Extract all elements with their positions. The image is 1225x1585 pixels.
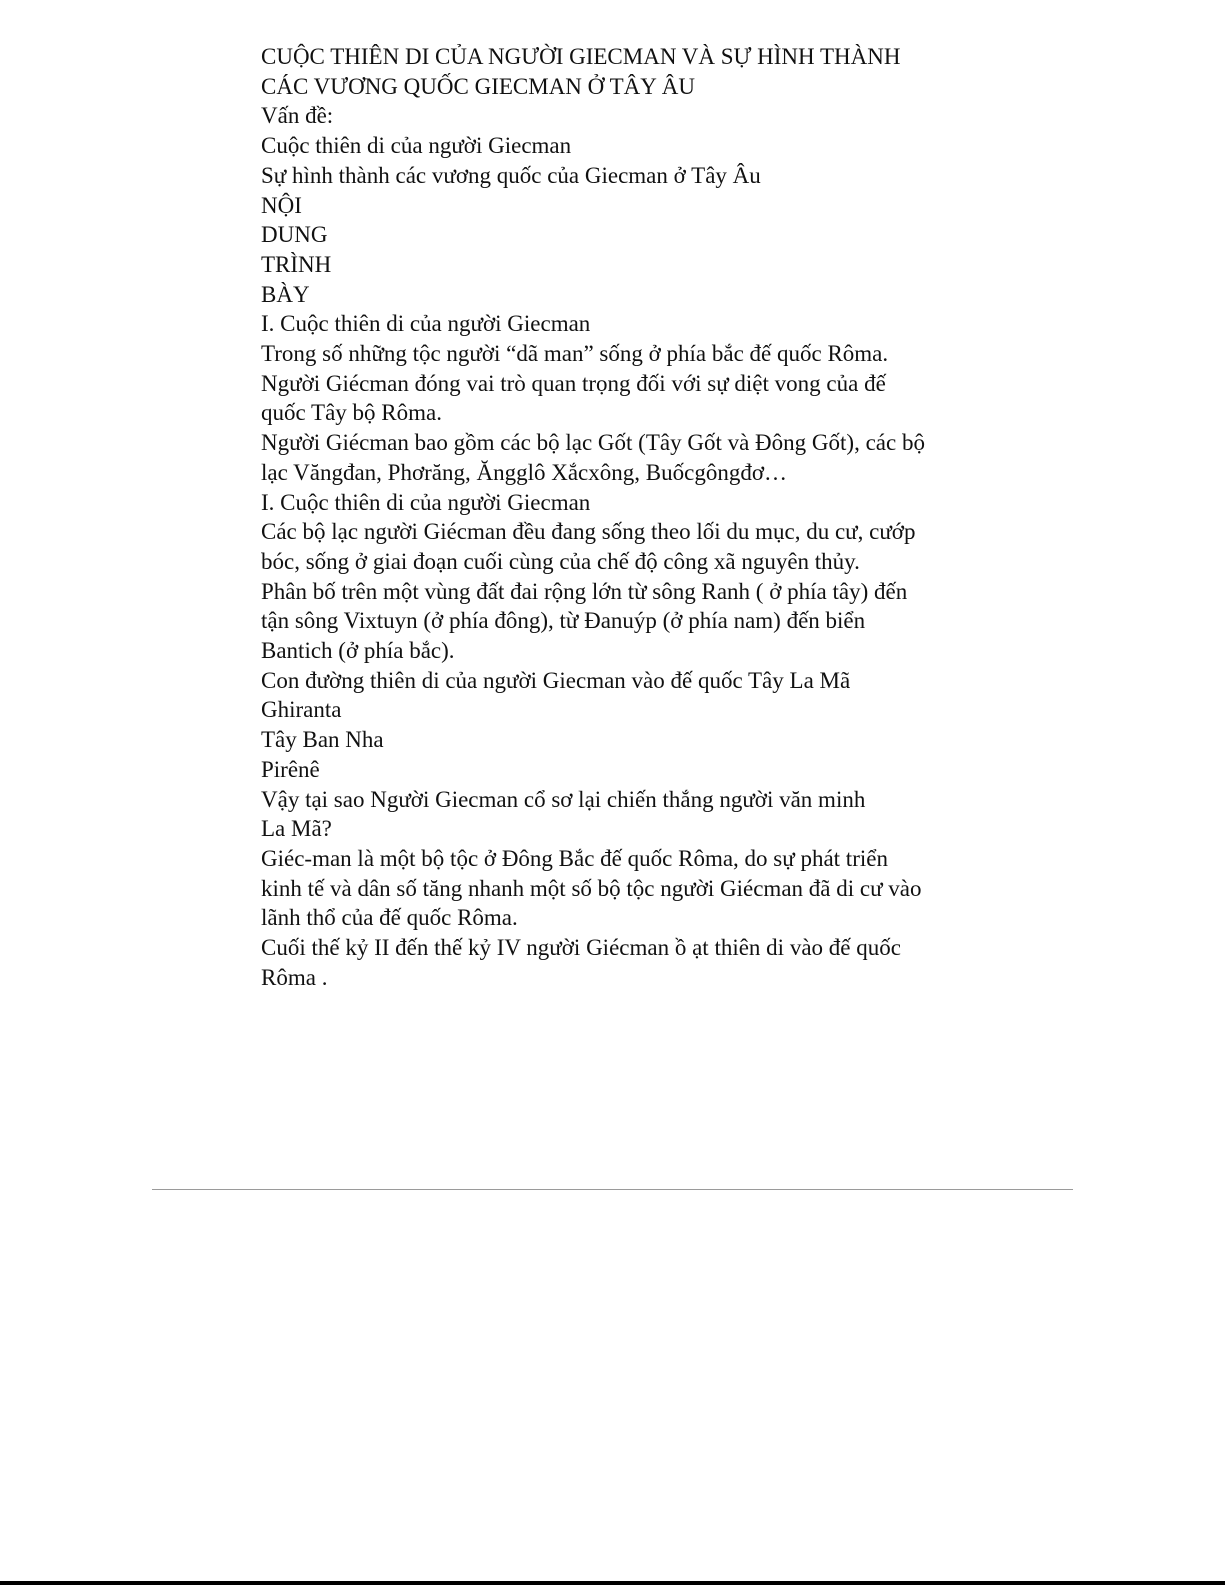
page-divider: [152, 1189, 1073, 1190]
paragraph-line: Rôma .: [261, 964, 328, 990]
place-label: Tây Ban Nha: [261, 727, 384, 753]
paragraph-line: tận sông Vixtuyn (ở phía đông), từ Đanuýp (ở phía nam) đến biển: [261, 608, 866, 634]
paragraph-line: lãnh thổ của đế quốc Rôma.: [261, 905, 518, 931]
content-label-2: DUNG: [261, 222, 328, 248]
title-line-2: CÁC VƯƠNG QUỐC GIECMAN Ở TÂY ÂU: [261, 73, 695, 99]
paragraph-line: Người Giécman bao gồm các bộ lạc Gốt (Tây Gốt và Đông Gốt), các bộ: [261, 430, 925, 456]
paragraph-line: Người Giécman đóng vai trò quan trọng đối với sự diệt vong của đế: [261, 370, 886, 396]
issue-heading: Vấn đề:: [261, 103, 334, 129]
content-label-3: TRÌNH: [261, 251, 332, 277]
paragraph-line: Giéc-man là một bộ tộc ở Đông Bắc đế quốc Rôma, do sự phát triển: [261, 845, 888, 871]
question-line: Vậy tại sao Người Giecman cổ sơ lại chiến thắng người văn minh: [261, 786, 866, 812]
document-text: [261, 42, 981, 993]
paragraph-line: kinh tế và dân số tăng nhanh một số bộ tộc người Giécman đã di cư vào: [261, 875, 922, 901]
content-label-4: BÀY: [261, 281, 310, 307]
paragraph-line: Trong số những tộc người “dã man” sống ở phía bắc đế quốc Rôma.: [261, 341, 889, 367]
title-line-1: CUỘC THIÊN DI CỦA NGƯỜI GIECMAN VÀ SỰ HÌNH THÀNH: [261, 44, 901, 69]
paragraph-line: Bantich (ở phía bắc).: [261, 638, 455, 664]
paragraph-line: bóc, sống ở giai đoạn cuối cùng của chế độ công xã nguyên thủy.: [261, 548, 860, 574]
paragraph-line: Con đường thiên di của người Giecman vào đế quốc Tây La Mã: [261, 667, 851, 693]
issue-item-2: Sự hình thành các vương quốc của Giecman ở Tây Âu: [261, 162, 761, 188]
paragraph-line: Phân bố trên một vùng đất đai rộng lớn từ sông Ranh ( ở phía tây) đến: [261, 578, 908, 604]
paragraph-line: Cuối thế kỷ II đến thế kỷ IV người Giécman ồ ạt thiên di vào đế quốc: [261, 935, 901, 961]
content-label-1: NỘI: [261, 192, 302, 218]
issue-item-1: Cuộc thiên di của người Giecman: [261, 133, 572, 159]
question-line: La Mã?: [261, 816, 332, 842]
section-heading-1: I. Cuộc thiên di của người Giecman: [261, 311, 591, 337]
paragraph-line: quốc Tây bộ Rôma.: [261, 400, 442, 426]
place-label: Ghiranta: [261, 697, 342, 723]
paragraph-line: lạc Văngđan, Phơrăng, Ăngglô Xắcxông, Buốcgôngđơ…: [261, 459, 787, 485]
place-label: Pirênê: [261, 756, 320, 782]
section-heading-2: I. Cuộc thiên di của người Giecman: [261, 489, 591, 515]
bottom-border: [0, 1581, 1225, 1585]
paragraph-line: Các bộ lạc người Giécman đều đang sống theo lối du mục, du cư, cướp: [261, 519, 916, 545]
